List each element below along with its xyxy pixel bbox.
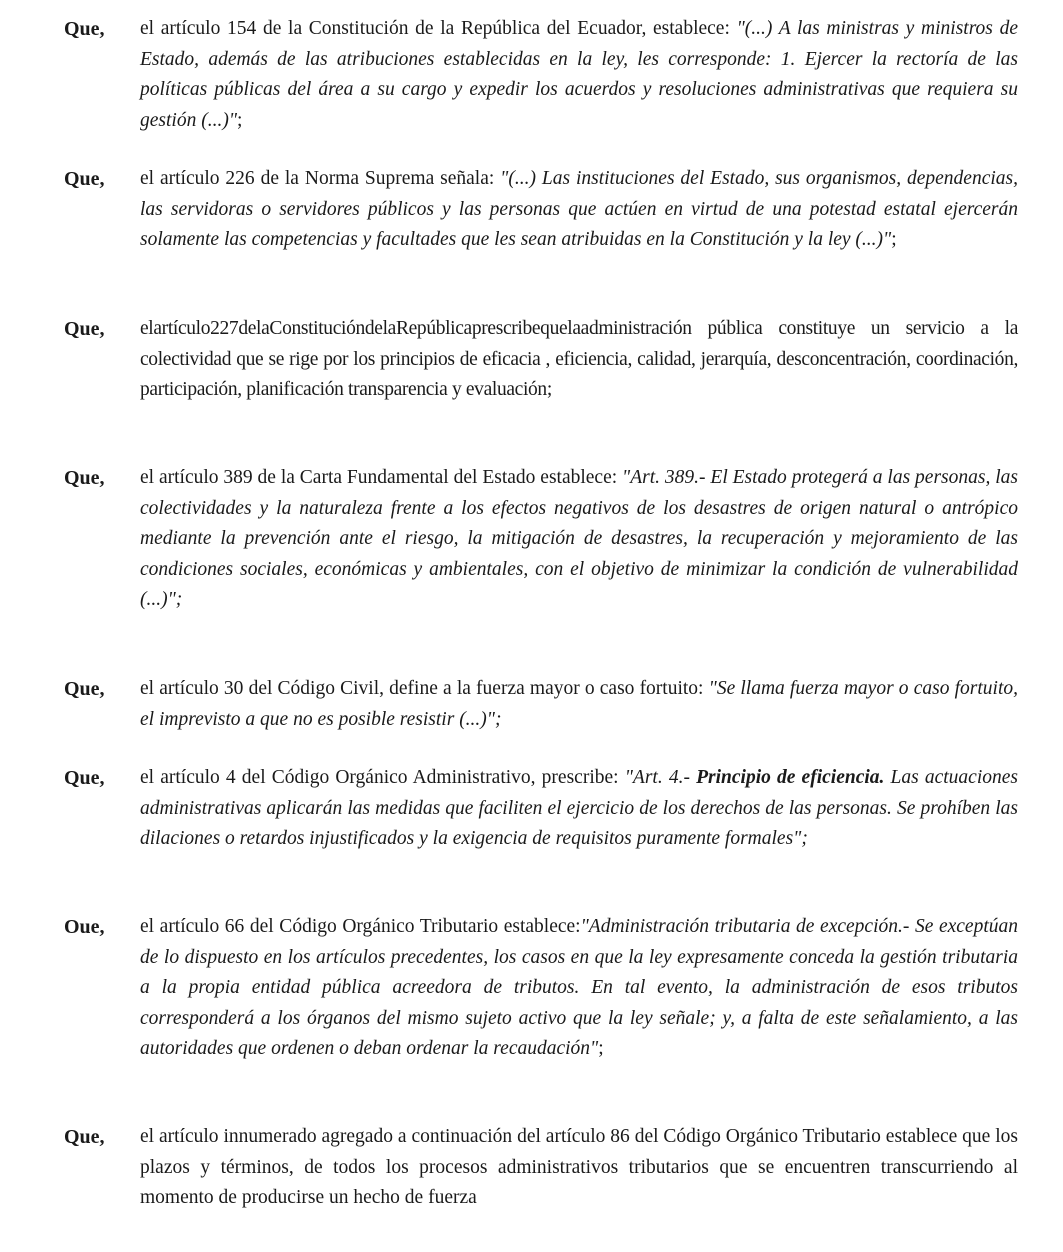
paragraph-text	[140, 674, 1018, 735]
text-run: ;	[891, 229, 897, 250]
text-run: ;	[598, 1038, 604, 1059]
que-label: Oue,	[64, 916, 105, 938]
paragraph-text	[140, 912, 1018, 1065]
que-label: Que,	[64, 168, 105, 190]
text-run: el artículo 30 del Código Civil, define a la fuerza mayor o caso fortuito:	[140, 678, 709, 699]
que-label: Que,	[64, 1126, 105, 1148]
paragraph-text	[140, 463, 1018, 616]
quoted-text: "(...) Las instituciones del Estado, sus organismos, dependencias, las servidoras o servidores públicos y las personas que actúen en virtud de una potestad estatal ejercerán solamente las competencias y facultades que les sean atribuidas en la Constitución y la ley (...)"	[140, 168, 1018, 250]
que-label: Que,	[64, 18, 105, 40]
quoted-text: "(...) A las ministras y ministros de Estado, además de las atribuciones establecidas en la ley, les corresponde: 1. Ejercer la rectoría de las políticas públicas del área a su cargo y expedir los acuerdos y resoluciones administrativas que requiera su gestión (...)"	[140, 18, 1018, 131]
text-run: ;	[237, 109, 243, 131]
bold-heading: Principio de eficiencia.	[696, 767, 885, 788]
paragraph-text	[140, 763, 1018, 855]
paragraph-text	[140, 14, 1018, 136]
quoted-text: "Art. 4.-	[624, 767, 697, 788]
paragraph-text	[140, 1122, 1018, 1214]
que-label: Que,	[64, 318, 105, 340]
paragraph-text	[140, 164, 1018, 256]
que-label: Que,	[64, 467, 105, 489]
que-label: Que,	[64, 678, 105, 700]
que-label: Que,	[64, 767, 105, 789]
quoted-text: "Art. 389.- El Estado protegerá a las personas, las colectividades y la naturaleza frente a los efectos negativos de los desastres de origen natural o antrópico mediante la prevención ante el riesgo, la mitigación de desastres, la recuperación y mejoramiento de las condiciones sociales, económicas y ambientales, con el objetivo de minimizar la condición de vulnerabilidad (...)";	[140, 467, 1018, 610]
quoted-text: Las actuaciones administrativas aplicarán las medidas que faciliten el ejercicio de los derechos de las personas. Se prohíben las dilaciones o retardos injustificados y la exigencia de requisitos puramente formales";	[140, 767, 1018, 849]
text-run: el artículo innumerado agregado a continuación del artículo 86 del Código Orgánico Tributario establece que los plazos y términos, de todos los procesos administrativos tributarios que se encuentren transcurriendo al momento de producirse un hecho de fuerza	[140, 1126, 1018, 1208]
text-run: el artículo 4 del Código Orgánico Administrativo, prescribe:	[140, 767, 625, 788]
text-run: el artículo 66 del Código Orgánico Tributario establece:	[140, 916, 581, 937]
text-run: el artículo 154 de la Constitución de la República del Ecuador, establece:	[140, 18, 737, 39]
quoted-text: "Se llama fuerza mayor o caso fortuito, el imprevisto a que no es posible resistir (...)";	[140, 678, 1018, 730]
text-run: el artículo 226 de la Norma Suprema señala:	[140, 168, 501, 189]
paragraph-text	[140, 314, 1018, 406]
quoted-text: "Administración tributaria de excepción.- Se exceptúan de lo dispuesto en los artículos precedentes, los casos en que la ley expresamente conceda la gestión tributaria a la propia entidad pública acreedora de tributos. En tal evento, la administración de esos tributos corresponderá a los órganos del mismo sujeto activo que la ley señale; y, a falta de este señalamiento, a las autoridades que ordenen o deban ordenar la recaudación"	[140, 916, 1018, 1059]
text-run: elartículo227delaConstitucióndelaRepúblicaprescribequelaadministración pública constituye un servicio a la colectividad que se rige por los principios de eficacia , eficiencia, calidad, jerarquía, desconcentración, coordinación, participación, planificación transparencia y evaluación;	[140, 318, 1018, 400]
text-run: el artículo 389 de la Carta Fundamental del Estado establece:	[140, 467, 623, 488]
